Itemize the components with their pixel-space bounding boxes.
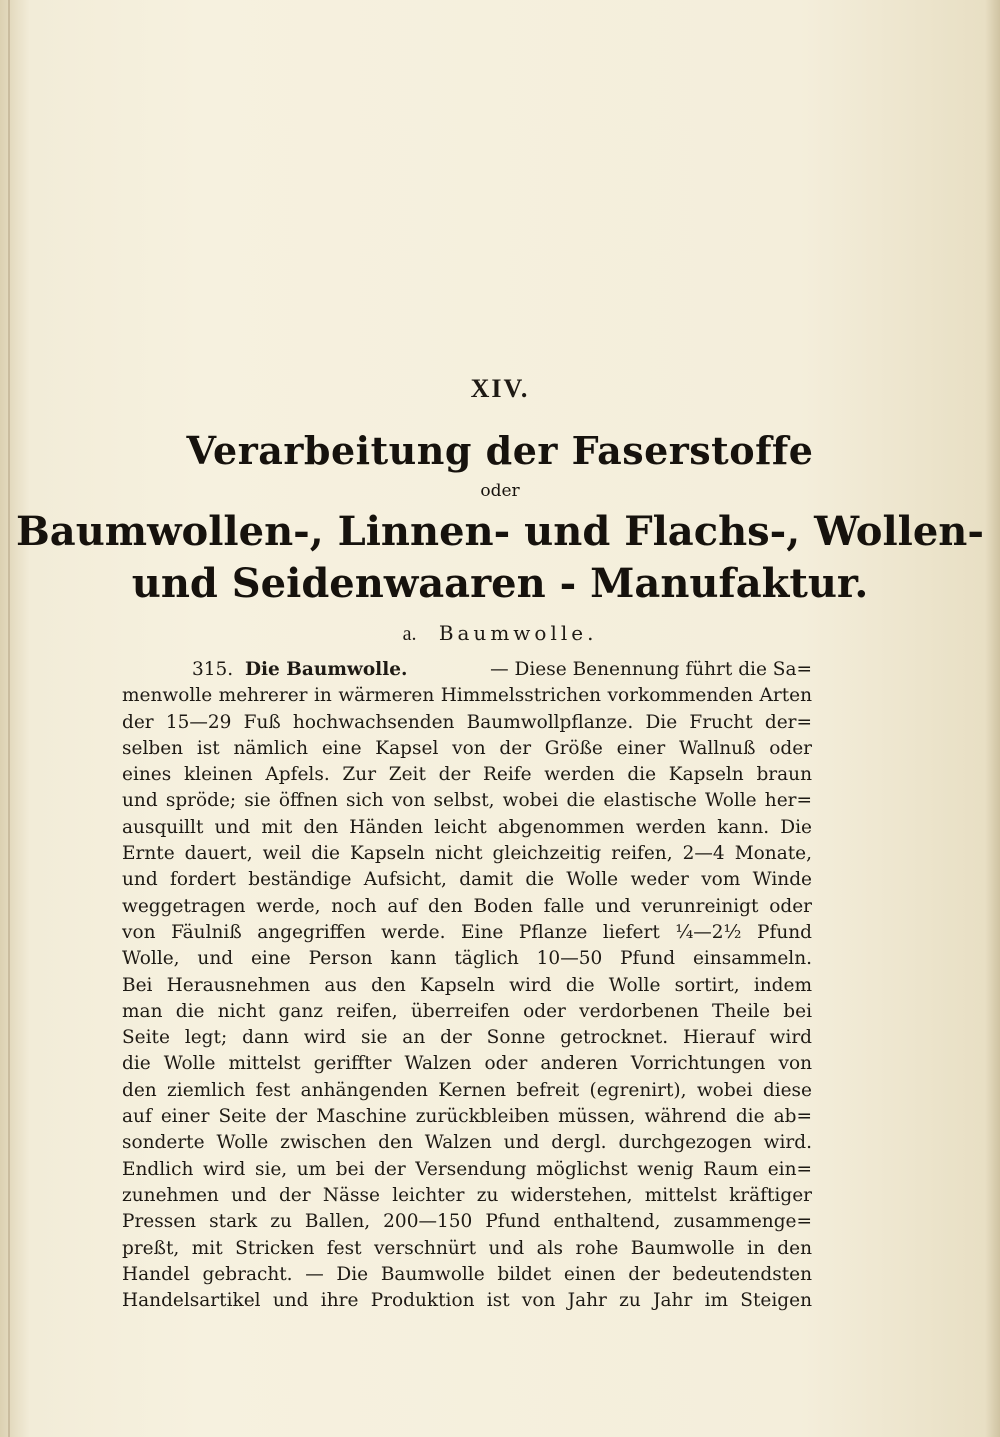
text-line-row — [122, 1183, 812, 1209]
paragraph-number: 315. — [192, 659, 234, 680]
text-line: Bei Herausnehmen aus den Kapseln wird die Wolle sortirt, indem — [122, 974, 812, 996]
text-line-row — [122, 920, 812, 946]
text-line: und fordert beständige Aufsicht, damit die Wolle weder vom Winde — [122, 869, 812, 891]
text-line: Seite legt; dann wird sie an der Sonne getrocknet. Hierauf wird — [122, 1027, 812, 1049]
text-line-row — [122, 710, 812, 736]
text-line: weggetragen werde, noch auf den Boden falle und verunreinigt oder — [122, 895, 812, 917]
text-line-row — [122, 1262, 812, 1288]
chapter-number: XIV. — [470, 374, 530, 403]
text-line: und spröde; sie öffnen sich von selbst, wobei die elastische Wolle her= — [122, 790, 812, 812]
text-line: Handelsartikel und ihre Produktion ist von Jahr zu Jahr im Steigen — [122, 1290, 812, 1312]
text-line: von Fäulniß angegriffen werde. Eine Pflanze liefert ¼—2½ Pfund — [122, 921, 812, 943]
text-line: man die nicht ganz reifen, überreifen oder verdorbenen Theile bei — [122, 1000, 812, 1022]
paragraph-first-line — [122, 657, 812, 683]
text-line-row — [122, 1025, 812, 1051]
text-line-row — [122, 867, 812, 893]
paragraph-title: Die Baumwolle. — [244, 659, 408, 680]
text-line-row — [122, 1130, 812, 1156]
show-through-text — [115, 62, 875, 392]
text-line: Handel gebracht. — Die Baumwolle bildet einen der bedeutendsten — [122, 1263, 812, 1285]
text-line: auf einer Seite der Maschine zurückbleiben müssen, während die ab= — [122, 1106, 812, 1128]
text-line: der 15—29 Fuß hochwachsenden Baumwollpflanze. Die Frucht der= — [122, 711, 812, 733]
text-line-row — [122, 841, 812, 867]
section-heading — [0, 621, 1000, 646]
section-name: Baumwolle. — [438, 621, 598, 645]
chapter-title-oder: oder — [480, 481, 520, 501]
text-line-row — [122, 1157, 812, 1183]
text-line: eines kleinen Apfels. Zur Zeit der Reife werden die Kapseln braun — [122, 764, 812, 786]
text-line-row — [122, 999, 812, 1025]
text-line: — Diese Benennung führt die Sa= — [490, 659, 812, 680]
text-line: Wolle, und eine Person kann täglich 10—50 Pfund einsammeln. — [122, 948, 812, 970]
text-line: den ziemlich fest anhängenden Kernen befreit (egrenirt), wobei diese — [122, 1079, 812, 1101]
text-line: preßt, mit Stricken fest verschnürt und als rohe Baumwolle in den — [122, 1237, 812, 1259]
section-label: a. — [402, 623, 417, 645]
text-line: Pressen stark zu Ballen, 200—150 Pfund enthaltend, zusammenge= — [122, 1211, 812, 1233]
text-line: Endlich wird sie, um bei der Versendung möglichst wenig Raum ein= — [122, 1158, 812, 1180]
text-line: sonderte Wolle zwischen den Walzen und dergl. durchgezogen wird. — [122, 1132, 812, 1154]
text-line-row — [122, 736, 812, 762]
text-line-row — [122, 1288, 812, 1314]
chapter-title-line-3: und Seidenwaaren - Manufaktur. — [131, 560, 869, 607]
chapter-title-line-2: Baumwollen-, Linnen- und Flachs-, Wollen- — [15, 508, 984, 555]
text-line-row — [122, 683, 812, 709]
page-binding-edge — [8, 0, 10, 1437]
body-text — [122, 657, 812, 1314]
text-line: die Wolle mittelst geriffter Walzen oder anderen Vorrichtungen von — [122, 1053, 812, 1075]
text-line-row — [122, 1051, 812, 1077]
chapter-title-line-1: Verarbeitung der Faserstoffe — [186, 428, 814, 473]
text-line: menwolle mehrerer in wärmeren Himmelsstrichen vorkommenden Arten — [122, 685, 812, 707]
text-line: zunehmen und der Nässe leichter zu widerstehen, mittelst kräftiger — [122, 1184, 812, 1206]
paragraph-heading — [122, 657, 407, 683]
text-line-row — [122, 1078, 812, 1104]
text-line-row — [122, 973, 812, 999]
text-line: Ernte dauert, weil die Kapseln nicht gleichzeitig reifen, 2—4 Monate, — [122, 843, 812, 865]
text-line-row — [122, 1236, 812, 1262]
text-line-row — [122, 762, 812, 788]
text-line-row — [122, 894, 812, 920]
text-line-row — [122, 946, 812, 972]
text-line: selben ist nämlich eine Kapsel von der Größe einer Wallnuß oder — [122, 737, 812, 759]
text-line-row — [122, 788, 812, 814]
text-line-row — [122, 1104, 812, 1130]
text-line-row — [122, 1209, 812, 1235]
text-line: ausquillt und mit den Händen leicht abgenommen werden kann. Die — [122, 816, 812, 838]
text-line-row — [122, 815, 812, 841]
